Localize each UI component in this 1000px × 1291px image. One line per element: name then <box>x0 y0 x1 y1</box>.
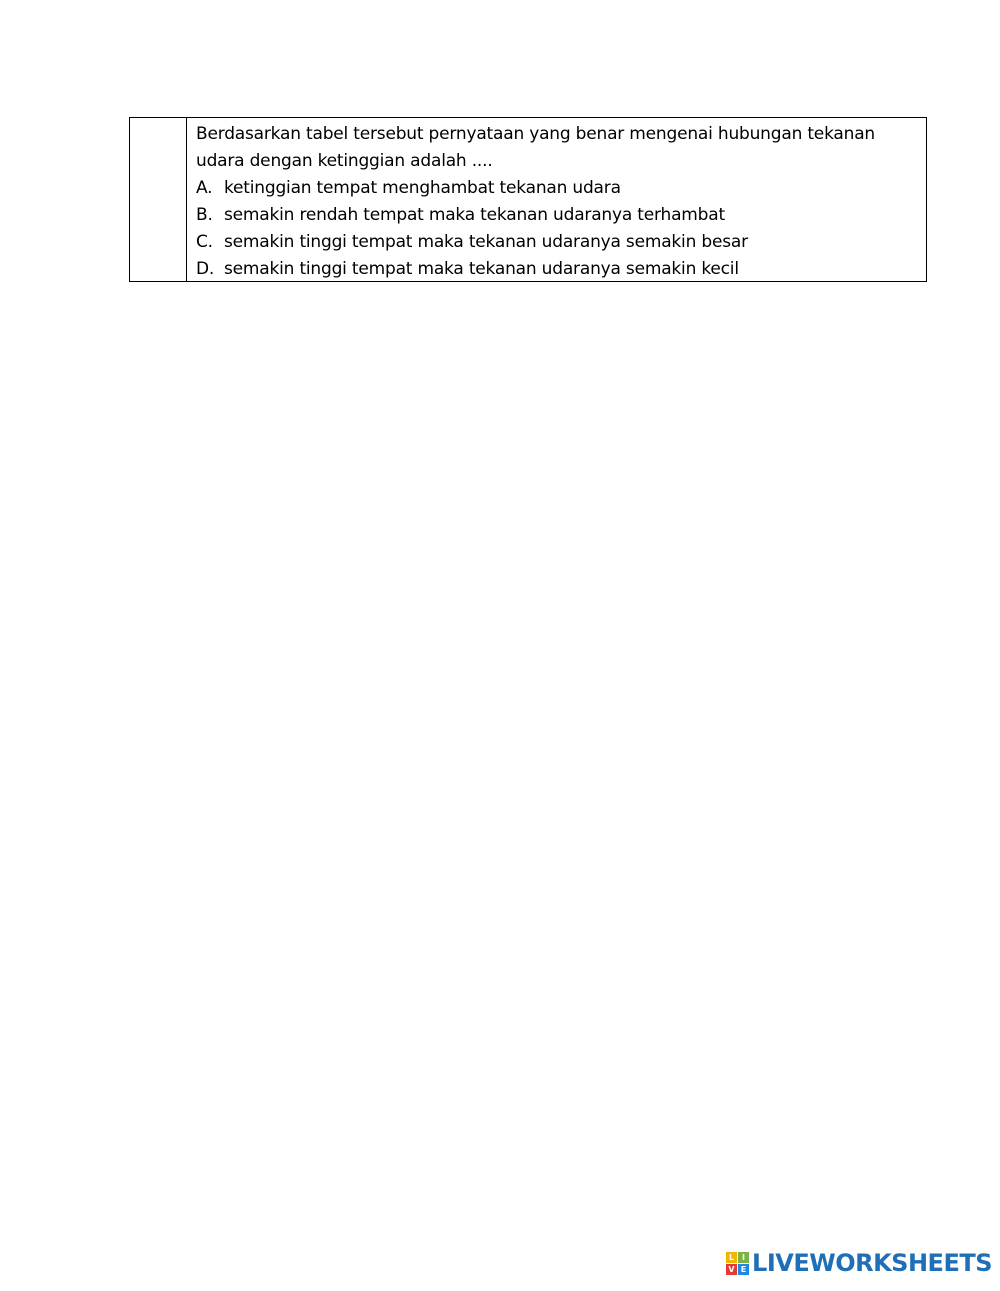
option-d-text: semakin tinggi tempat maka tekanan udaranya semakin kecil <box>224 259 739 279</box>
option-b-letter: B. <box>196 205 213 225</box>
question-stem-line-2: udara dengan ketinggian adalah .... <box>196 151 493 171</box>
option-a-text: ketinggian tempat menghambat tekanan udara <box>224 178 621 198</box>
question-stem-line-1: Berdasarkan tabel tersebut pernyataan yang benar mengenai hubungan tekanan <box>196 124 875 144</box>
question-content-cell <box>187 118 926 281</box>
option-a <box>196 175 920 202</box>
option-d-letter: D. <box>196 259 215 279</box>
question-number-cell <box>130 118 187 281</box>
option-a-letter: A. <box>196 178 213 198</box>
logo-mark-icon <box>726 1252 749 1275</box>
question-table <box>129 117 927 282</box>
option-c-letter: C. <box>196 232 213 252</box>
option-c <box>196 229 920 256</box>
liveworksheets-logo <box>726 1249 992 1277</box>
option-b <box>196 202 920 229</box>
option-d <box>196 256 920 283</box>
logo-text: LIVEWORKSHEETS <box>752 1249 992 1277</box>
option-c-text: semakin tinggi tempat maka tekanan udaranya semakin besar <box>224 232 748 252</box>
logo-mark-i: I <box>738 1252 749 1263</box>
logo-mark-e: E <box>738 1264 749 1275</box>
logo-mark-v: V <box>726 1264 737 1275</box>
logo-mark-l: L <box>726 1252 737 1263</box>
option-b-text: semakin rendah tempat maka tekanan udaranya terhambat <box>224 205 725 225</box>
